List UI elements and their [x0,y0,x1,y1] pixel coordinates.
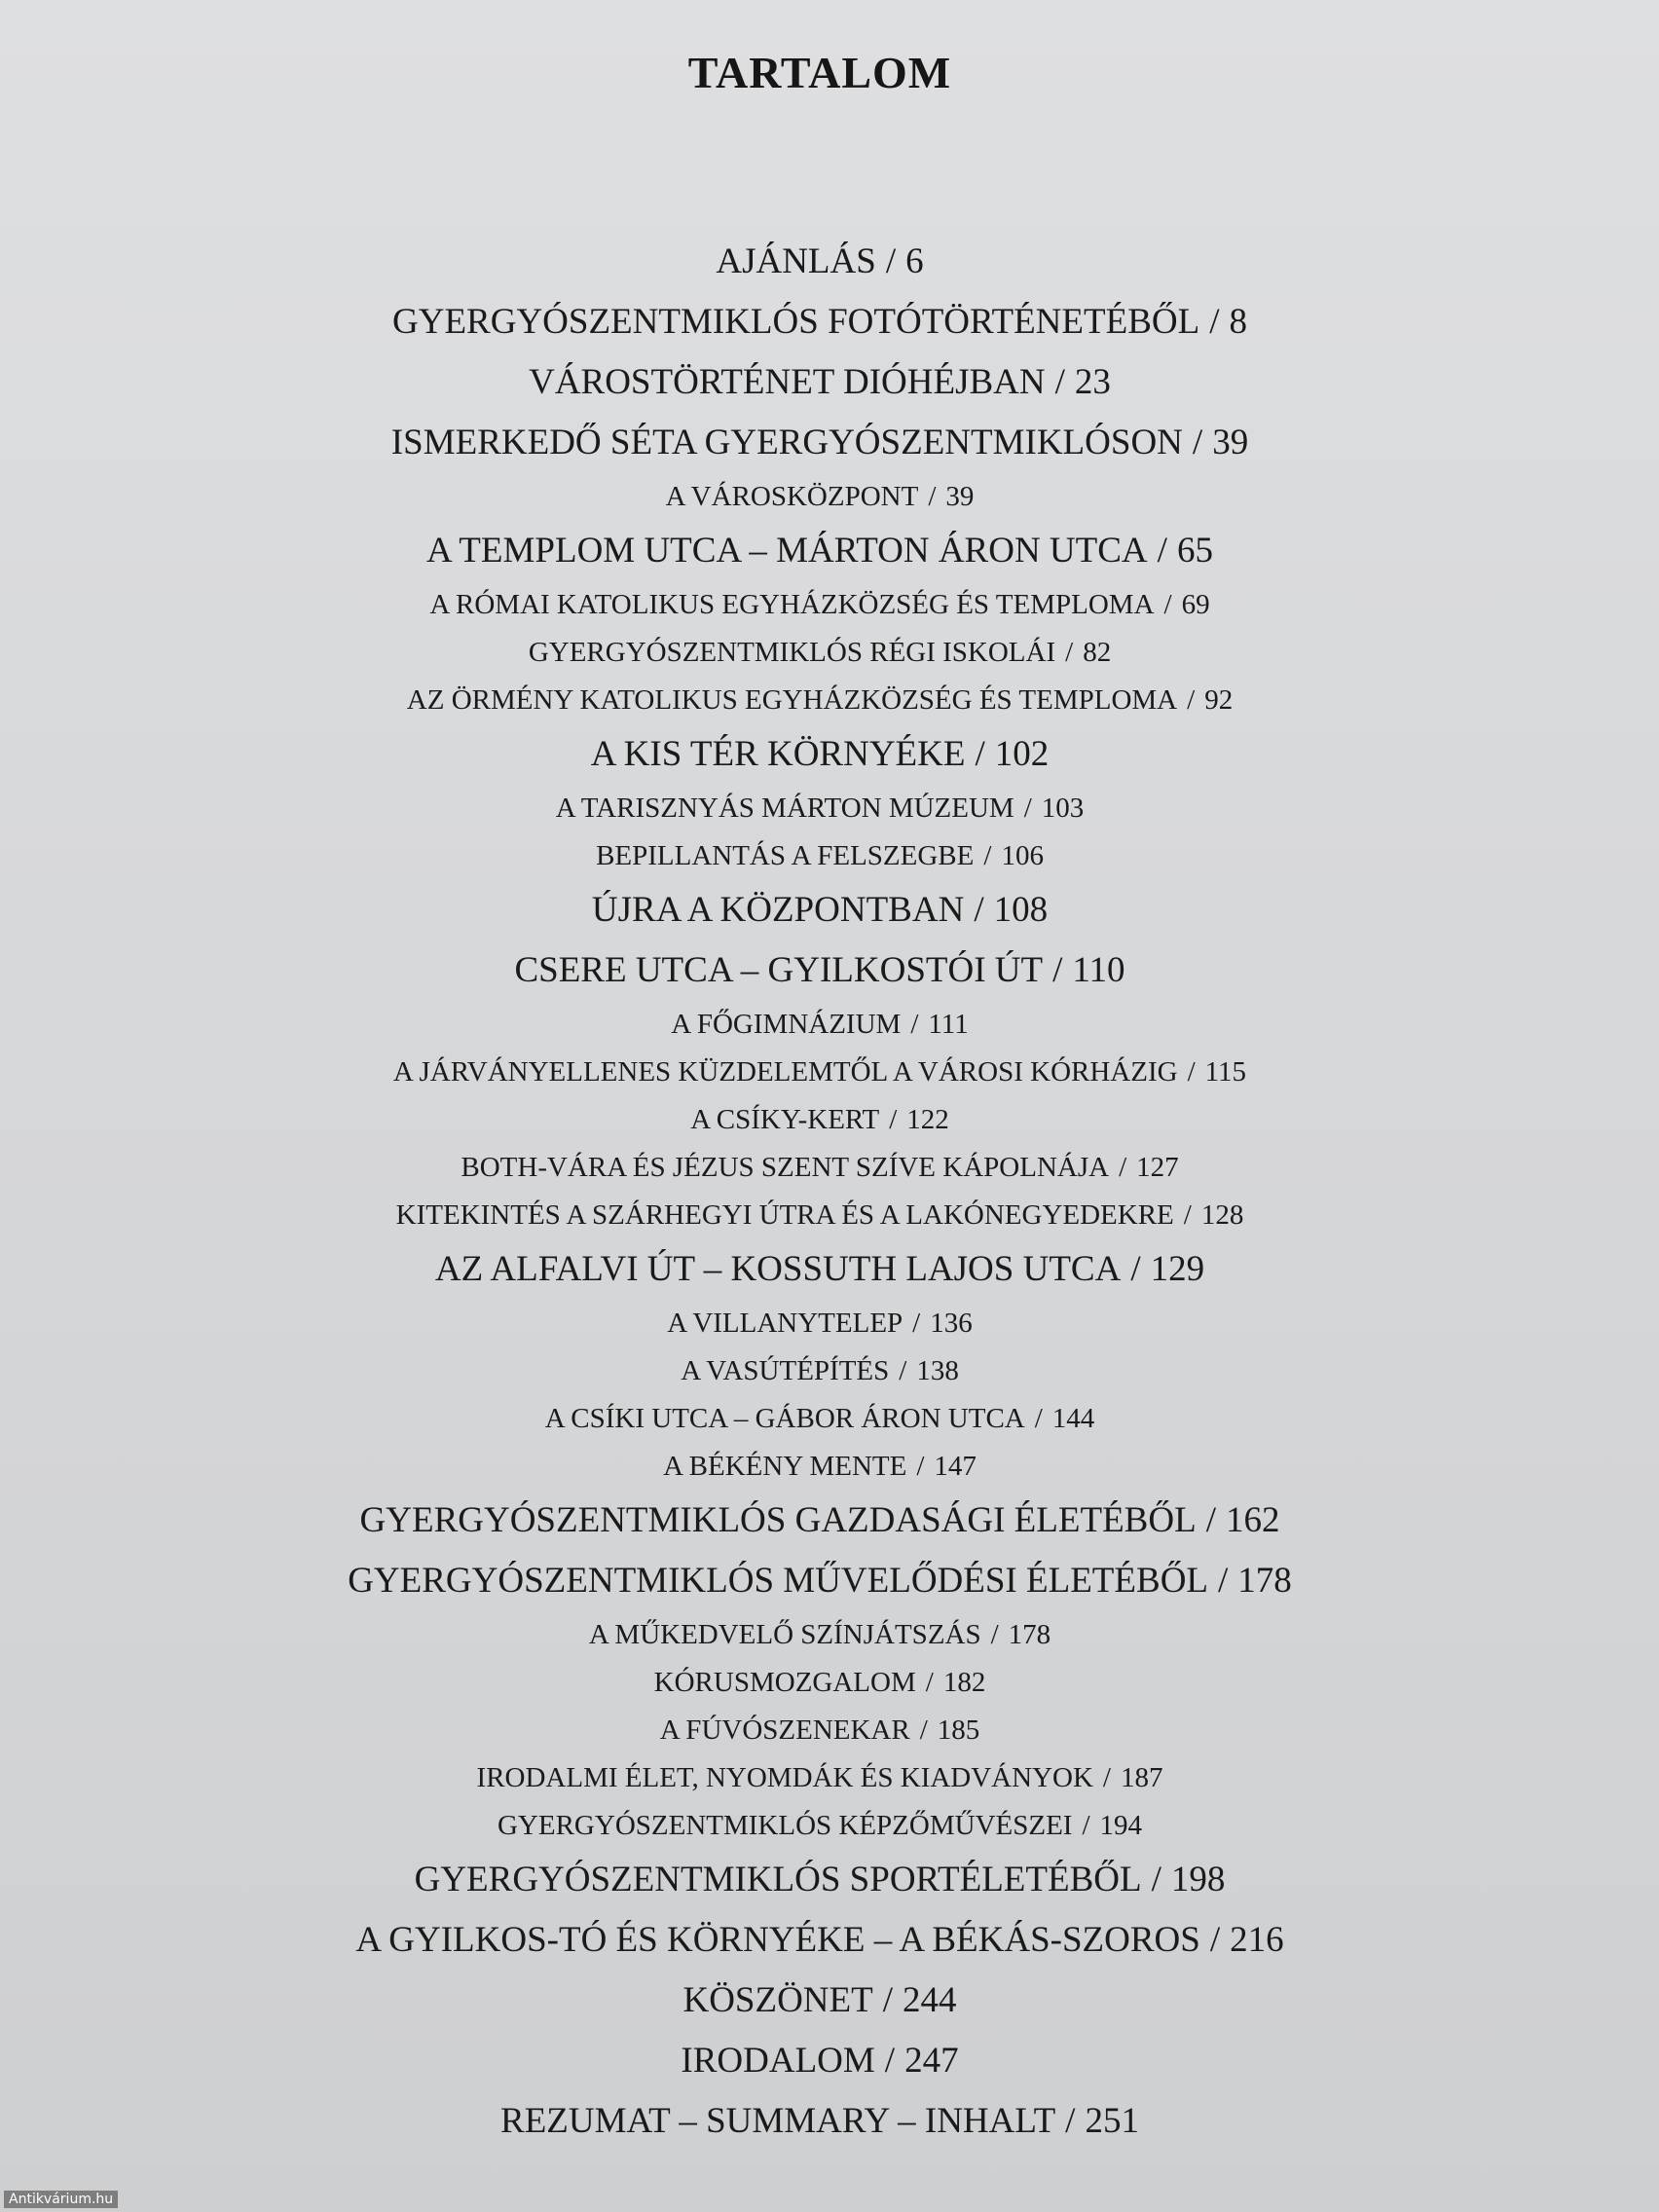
toc-separator: / [1187,1056,1196,1088]
toc-separator: / [1023,793,1032,824]
toc-section [0,1802,1640,1850]
toc-separator: / [1183,1199,1192,1231]
toc-separator: / [1130,1249,1141,1289]
toc-entry-title: A MŰKEDVELŐ SZÍNJÁTSZÁS [588,1619,981,1650]
toc-chapter [0,232,1640,292]
toc-chapter [0,1850,1640,1910]
toc-separator: / [925,1667,934,1698]
toc-chapter [0,880,1640,940]
toc-entry-title: A GYILKOS-TÓ ÉS KÖRNYÉKE – A BÉKÁS-SZOROS [355,1920,1200,1960]
toc-page-number: 162 [1225,1500,1280,1540]
toc-separator: / [912,1308,921,1339]
toc-entry-title: KÖSZÖNET [682,1980,873,2020]
toc-entry-title: A JÁRVÁNYELLENES KÜZDELEMTŐL A VÁROSI KÓRHÁZIG [392,1056,1178,1088]
toc-entry-title: GYERGYÓSZENTMIKLÓS KÉPZŐMŰVÉSZEI [497,1810,1073,1841]
toc-section [0,832,1640,880]
toc-separator: / [1209,1920,1221,1960]
toc-section [0,1144,1640,1192]
toc-page-number: 144 [1051,1403,1095,1434]
toc-chapter [0,1239,1640,1300]
toc-section [0,1096,1640,1144]
toc-separator: / [1209,302,1220,342]
toc-page-number: 69 [1181,589,1210,620]
toc-separator: / [1192,423,1203,462]
toc-entry-title: A VÁROSKÖZPONT [665,481,919,512]
toc-separator: / [1187,684,1196,716]
toc-page-number: 111 [928,1009,969,1040]
toc-entry-title: IRODALOM [681,2041,875,2081]
toc-chapter [0,2091,1640,2152]
toc-page-number: 198 [1170,1860,1226,1899]
toc-section [0,1395,1640,1443]
toc-separator: / [889,1104,898,1135]
toc-chapter [0,1551,1640,1611]
toc-page-number: 194 [1099,1810,1142,1841]
page-title: TARTALOM [687,48,952,97]
toc-page-number: 39 [1212,423,1249,462]
toc-section [0,1707,1640,1754]
toc-entry-title: BOTH-VÁRA ÉS JÉZUS SZENT SZÍVE KÁPOLNÁJA [461,1152,1110,1183]
toc-page-number: 244 [903,1980,957,2020]
toc-entry-title: CSERE UTCA – GYILKOSTÓI ÚT [514,950,1044,990]
toc-section [0,1347,1640,1395]
toc-separator: / [919,1714,928,1746]
toc-page-number: 247 [904,2041,959,2081]
toc-entry-title: KITEKINTÉS A SZÁRHEGYI ÚTRA ÉS A LAKÓNEGYEDEKRE [395,1199,1174,1231]
toc-section [0,1754,1640,1802]
toc-chapter [0,1910,1640,1971]
toc-section [0,1659,1640,1707]
toc-section [0,1443,1640,1491]
toc-section [0,785,1640,832]
toc-page-number: 187 [1120,1762,1163,1793]
toc-page-number: 128 [1200,1199,1244,1231]
toc-chapter [0,724,1640,785]
toc-chapter [0,2031,1640,2091]
toc-page-number: 185 [937,1714,980,1746]
toc-separator: / [974,890,984,930]
toc-separator: / [928,481,937,512]
toc-separator: / [1102,1762,1111,1793]
toc-entry-title: A FÚVÓSZENEKAR [659,1714,910,1746]
toc-separator: / [990,1619,999,1650]
toc-entry-title: ISMERKEDŐ SÉTA GYERGYÓSZENTMIKLÓSON [390,423,1183,462]
toc-page-number: 108 [993,890,1049,930]
toc-entry-title: A TARISZNYÁS MÁRTON MÚZEUM [555,793,1014,824]
toc-separator: / [1065,637,1074,668]
toc-section [0,629,1640,677]
toc-section [0,677,1640,724]
toc-separator: / [1082,1810,1090,1841]
toc-page-number: 122 [906,1104,949,1135]
toc-separator: / [882,1980,894,2020]
toc-page-number: 8 [1229,302,1247,342]
toc-chapter [0,292,1640,352]
toc-page-number: 129 [1150,1249,1205,1289]
toc-separator: / [1052,950,1063,990]
toc-separator: / [1054,362,1065,402]
toc-chapter [0,1971,1640,2031]
toc-entry-title: GYERGYÓSZENTMIKLÓS RÉGI ISKOLÁI [528,637,1056,668]
toc-page-number: 39 [945,481,975,512]
toc-entry-title: A KIS TÉR KÖRNYÉKE [590,734,966,774]
toc-page-number: 216 [1230,1920,1284,1960]
toc-separator: / [916,1451,925,1482]
toc-separator: / [1151,1860,1161,1899]
toc-entry-title: A TEMPLOM UTCA – MÁRTON ÁRON UTCA [426,531,1148,571]
toc-page-number: 178 [1237,1561,1292,1601]
toc-entry-title: VÁROSTÖRTÉNET DIÓHÉJBAN [529,362,1046,402]
toc-entry-title: A CSÍKY-KERT [690,1104,880,1135]
toc-page-number: 115 [1204,1056,1247,1088]
toc-chapter [0,521,1640,581]
toc-section [0,1300,1640,1347]
toc-page-number: 102 [994,734,1050,774]
toc-entry-title: AZ ALFALVI ÚT – KOSSUTH LAJOS UTCA [434,1249,1122,1289]
toc-page-number: 136 [930,1308,973,1339]
toc-page-number: 147 [934,1451,977,1482]
toc-entry-title: GYERGYÓSZENTMIKLÓS MŰVELŐDÉSI ÉLETÉBŐL [348,1561,1209,1601]
toc-page-number: 23 [1074,362,1111,402]
toc-page-number: 92 [1204,684,1234,716]
toc-entry-title: KÓRUSMOZGALOM [653,1667,916,1698]
toc-page-number: 182 [942,1667,986,1698]
toc-page-number: 110 [1072,950,1125,990]
toc-page-number: 138 [916,1355,959,1386]
toc-entry-title: AZ ÖRMÉNY KATOLIKUS EGYHÁZKÖZSÉG ÉS TEMPLOMA [406,684,1178,716]
toc-section [0,1001,1640,1049]
toc-page-number: 82 [1083,637,1112,668]
toc-entry-title: ÚJRA A KÖZPONTBAN [591,890,965,930]
toc-page-number: 178 [1008,1619,1051,1650]
toc-page-number: 106 [1001,840,1044,871]
toc-entry-title: A VASÚTÉPÍTÉS [681,1355,890,1386]
toc-separator: / [1205,1500,1216,1540]
toc-chapter [0,413,1640,473]
toc-separator: / [910,1009,919,1040]
toc-chapter [0,940,1640,1001]
toc-entry-title: IRODALMI ÉLET, NYOMDÁK ÉS KIADVÁNYOK [476,1762,1093,1793]
toc-entry-title: A CSÍKI UTCA – GÁBOR ÁRON UTCA [544,1403,1025,1434]
toc-entry-title: AJÁNLÁS [716,241,876,281]
toc-page-number: 251 [1085,2101,1139,2141]
toc-entry-title: BEPILLANTÁS A FELSZEGBE [596,840,975,871]
toc-entry-title: A FŐGIMNÁZIUM [671,1009,902,1040]
toc-separator: / [1119,1152,1127,1183]
toc-section [0,1049,1640,1096]
toc-separator: / [1157,531,1167,571]
toc-entry-title: GYERGYÓSZENTMIKLÓS GAZDASÁGI ÉLETÉBŐL [359,1500,1197,1540]
toc-chapter [0,352,1640,413]
toc-separator: / [884,2041,896,2081]
toc-separator: / [899,1355,907,1386]
toc-section [0,581,1640,629]
toc-entry-title: A BÉKÉNY MENTE [663,1451,907,1482]
toc-section [0,473,1640,521]
toc-page-number: 127 [1136,1152,1179,1183]
toc-entry-title: GYERGYÓSZENTMIKLÓS SPORTÉLETÉBŐL [414,1860,1142,1899]
toc-page-number: 65 [1176,531,1213,571]
toc-separator: / [1034,1403,1043,1434]
table-of-contents [0,232,1640,2152]
watermark: Antikvárium.hu [4,2191,118,2208]
toc-separator: / [1218,1561,1229,1601]
toc-separator: / [1163,589,1172,620]
toc-entry-title: A VILLANYTELEP [667,1308,903,1339]
toc-section [0,1192,1640,1239]
toc-separator: / [975,734,985,774]
toc-page-number: 6 [905,241,924,281]
toc-entry-title: A RÓMAI KATOLIKUS EGYHÁZKÖZSÉG ÉS TEMPLOMA [429,589,1155,620]
toc-separator: / [983,840,992,871]
toc-page-number: 103 [1041,793,1085,824]
toc-chapter [0,1491,1640,1551]
toc-entry-title: GYERGYÓSZENTMIKLÓS FOTÓTÖRTÉNETÉBŐL [392,302,1200,342]
toc-separator: / [885,241,897,281]
toc-entry-title: REZUMAT – SUMMARY – INHALT [500,2101,1056,2141]
toc-section [0,1611,1640,1659]
toc-separator: / [1065,2101,1076,2141]
